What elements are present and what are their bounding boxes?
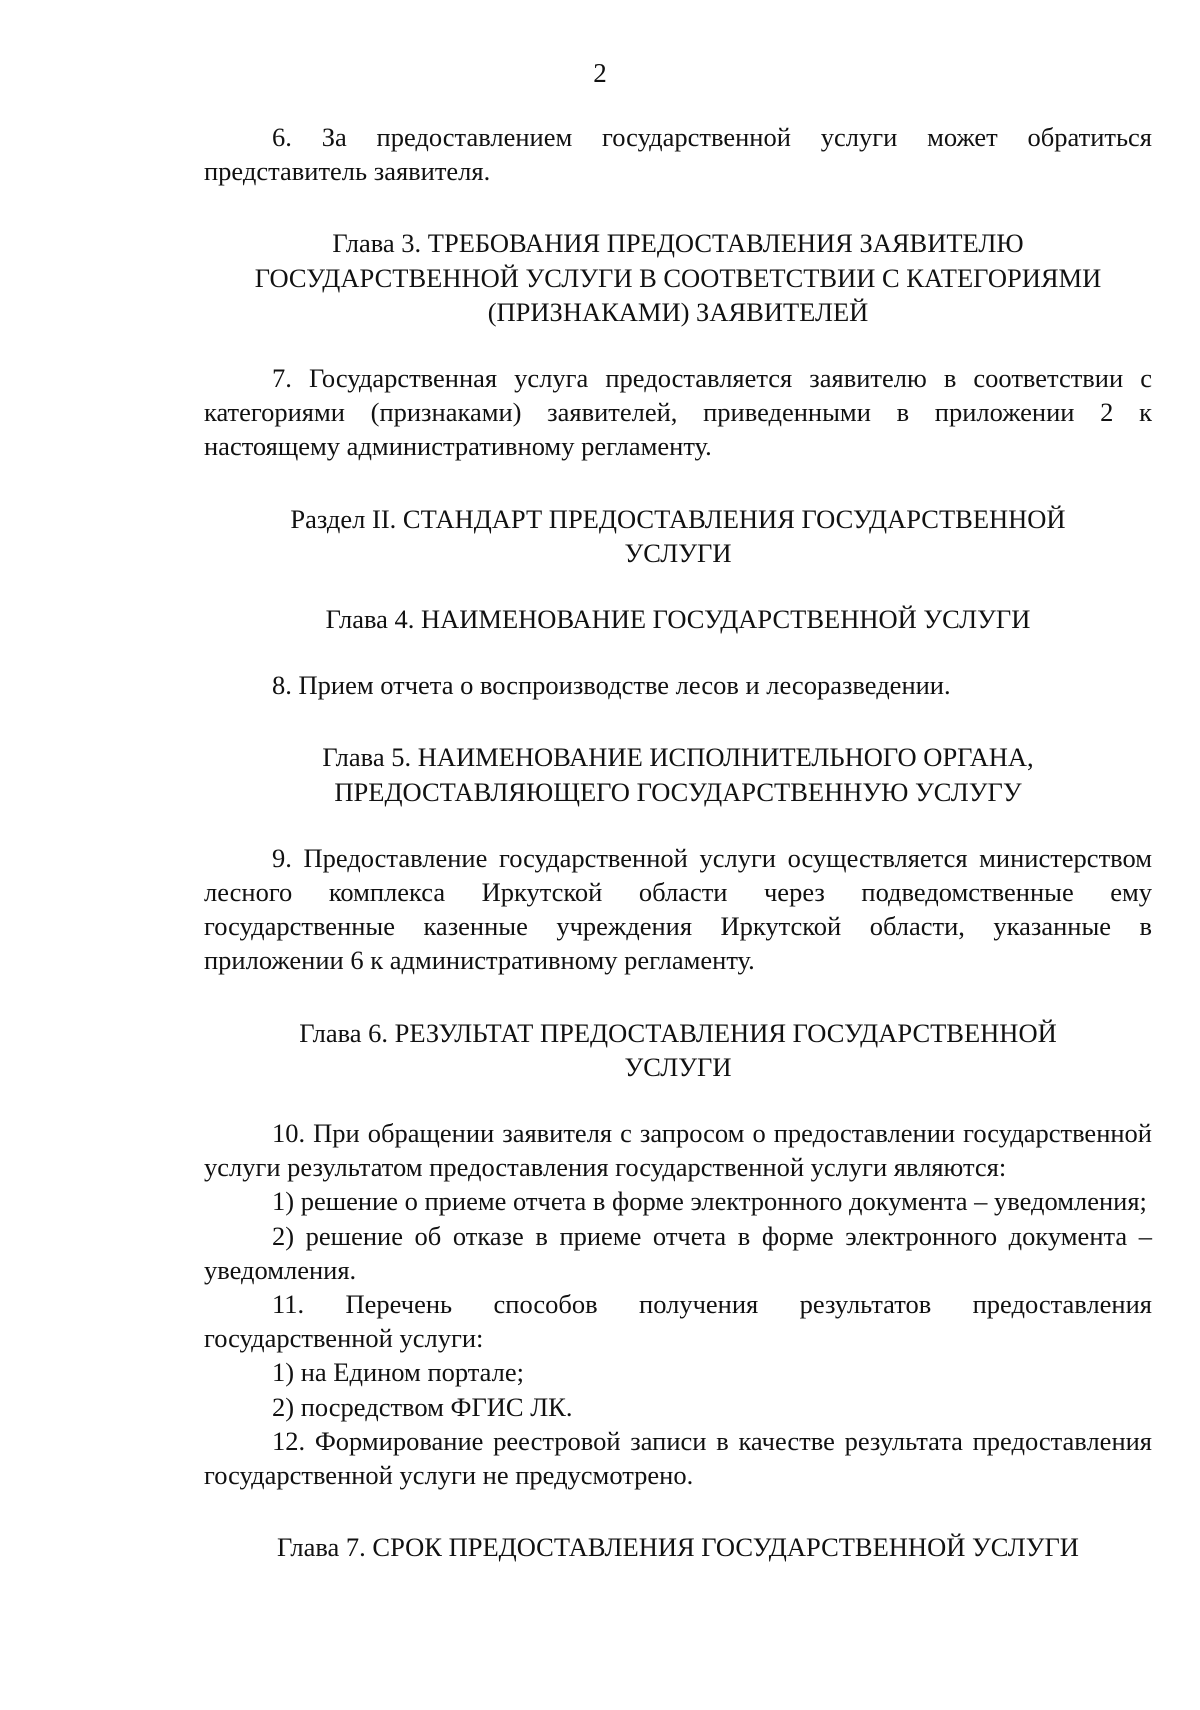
chapter-3-heading-line-2: ГОСУДАРСТВЕННОЙ УСЛУГИ В СООТВЕТСТВИИ С КАТЕГОРИЯМИ xyxy=(254,262,1102,293)
section-2-heading-line-1: Раздел II. СТАНДАРТ ПРЕДОСТАВЛЕНИЯ ГОСУДАРСТВЕННОЙ xyxy=(290,503,1066,534)
paragraph-8: 8. Прием отчета о воспроизводстве лесов и лесоразведении. xyxy=(272,670,951,701)
paragraph-11-item-2: 2) посредством ФГИС ЛК. xyxy=(272,1391,573,1422)
chapter-6-heading-line-1: Глава 6. РЕЗУЛЬТАТ ПРЕДОСТАВЛЕНИЯ ГОСУДАРСТВЕННОЙ xyxy=(299,1017,1057,1048)
chapter-3-heading-line-1: Глава 3. ТРЕБОВАНИЯ ПРЕДОСТАВЛЕНИЯ ЗАЯВИТЕЛЮ xyxy=(332,228,1024,259)
section-2-heading-line-2: УСЛУГИ xyxy=(624,537,732,568)
chapter-7-heading: Глава 7. СРОК ПРЕДОСТАВЛЕНИЯ ГОСУДАРСТВЕННОЙ УСЛУГИ xyxy=(277,1532,1079,1563)
chapter-3-heading-line-3: (ПРИЗНАКАМИ) ЗАЯВИТЕЛЕЙ xyxy=(487,296,869,327)
chapter-6-heading xyxy=(204,1016,1152,1084)
paragraph-12: 12. Формирование реестровой записи в качестве результата предоставления государственной услуги не предусмотрено. xyxy=(204,1425,1152,1491)
paragraph-10-item-2: 2) решение об отказе в приеме отчета в форме электронного документа – уведомления. xyxy=(204,1220,1152,1285)
chapter-4-heading: Глава 4. НАИМЕНОВАНИЕ ГОСУДАРСТВЕННОЙ УСЛУГИ xyxy=(325,604,1031,635)
document-body xyxy=(204,120,1152,1565)
chapter-3-heading xyxy=(204,226,1152,329)
chapter-5-heading-line-2: ПРЕДОСТАВЛЯЮЩЕГО ГОСУДАРСТВЕННУЮ УСЛУГУ xyxy=(334,776,1022,807)
chapter-5-heading-line-1: Глава 5. НАИМЕНОВАНИЕ ИСПОЛНИТЕЛЬНОГО ОРГАНА, xyxy=(322,742,1034,773)
paragraph-10: 10. При обращении заявителя с запросом о предоставлении государственной услуги результатом предоставления государственной услуги являются: xyxy=(204,1118,1152,1183)
paragraph-9: 9. Предоставление государственной услуги осуществляется министерством лесного комплекса Иркутской области через подведомственные ему государственные казенные учреждения Иркутской области, указанные в приложении 6 к административному регламенту. xyxy=(204,842,1152,976)
paragraph-11: 11. Перечень способов получения результатов предоставления государственной услуги: xyxy=(204,1289,1152,1354)
paragraph-6: 6. За предоставлением государственной услуги может обратиться представитель заявителя. xyxy=(204,122,1152,187)
paragraph-11-item-1: 1) на Едином портале; xyxy=(272,1357,525,1388)
paragraph-10-item-1: 1) решение о приеме отчета в форме электронного документа – уведомления; xyxy=(272,1186,1147,1217)
paragraph-7: 7. Государственная услуга предоставляется заявителю в соответствии с категориями (признаками) заявителей, приведенными в приложении 2 к настоящему административному регламенту. xyxy=(204,363,1152,462)
section-2-heading xyxy=(204,502,1152,570)
chapter-6-heading-line-2: УСЛУГИ xyxy=(624,1051,732,1082)
page-number: 2 xyxy=(593,58,607,88)
chapter-5-heading xyxy=(204,740,1152,808)
